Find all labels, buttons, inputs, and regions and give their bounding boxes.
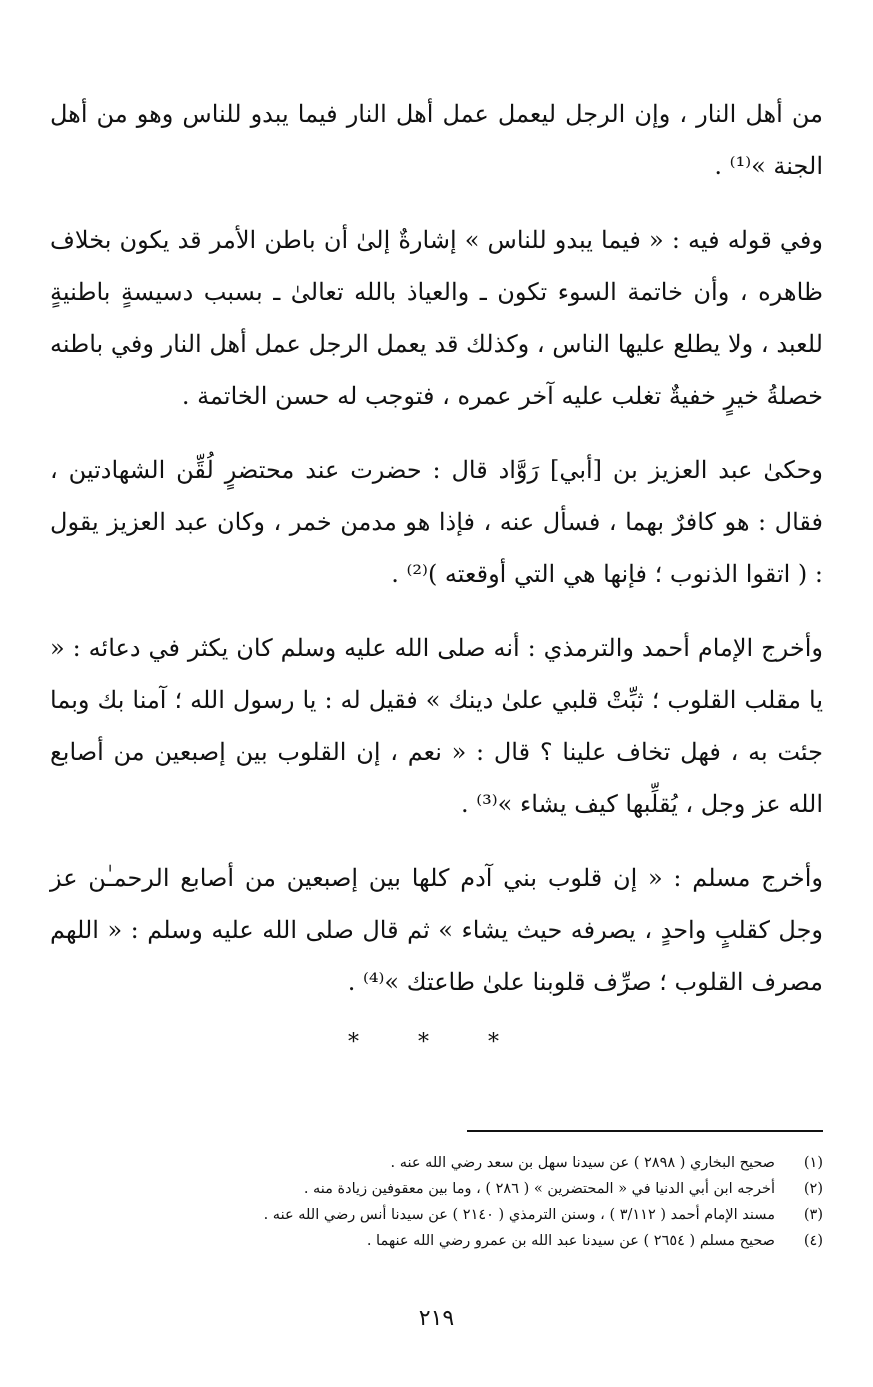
footnote-text: مسند الإمام أحمد ( ٣/١١٢ ) ، وسنن الترمذي ( ٢١٤٠ ) عن سيدنا أنس رضي الله عنه . bbox=[263, 1207, 775, 1223]
paragraph-3: وحكىٰ عبد العزيز بن [أبي] رَوَّاد قال : حضرت عند محتضرٍ لُقِّن الشهادتين ، فقال : هو كافرٌ بهما ، فسأل عنه ، فإذا هو مدمن خمر ، وكان عبد العزيز يقول : ( اتقوا الذنوب ؛ فإنها هي التي أوقعته )⁽²⁾ . bbox=[50, 456, 823, 588]
footnote-number: (٢) bbox=[803, 1181, 823, 1197]
footnote-3 bbox=[50, 1202, 823, 1228]
footnote-4 bbox=[50, 1228, 823, 1254]
paragraph-1: من أهل النار ، وإن الرجل ليعمل عمل أهل النار فيما يبدو للناس وهو من أهل الجنة »⁽¹⁾ . bbox=[50, 100, 823, 180]
paragraph-4: وأخرج الإمام أحمد والترمذي : أنه صلى الله عليه وسلم كان يكثر في دعائه : « يا مقلب القلوب ؛ ثبِّتْ قلبي علىٰ دينك » فقيل له : يا رسول الله ؛ آمنا بك وبما جئت به ، فهل تخاف علينا ؟ قال : « نعم ، إن القلوب بين إصبعين من أصابع الله عز وجل ، يُقلِّبها كيف يشاء »⁽³⁾ . bbox=[50, 634, 823, 818]
footnote-number: (٤) bbox=[803, 1233, 823, 1249]
page-number: ٢١٩ bbox=[418, 1306, 455, 1331]
footnote-text: صحيح مسلم ( ٢٦٥٤ ) عن سيدنا عبد الله بن عمرو رضي الله عنهما . bbox=[366, 1233, 775, 1249]
footnote-1 bbox=[50, 1150, 823, 1176]
section-ornament: * * * bbox=[348, 1030, 525, 1055]
footnote-number: (٣) bbox=[803, 1207, 823, 1223]
footnote-text: صحيح البخاري ( ٢٨٩٨ ) عن سيدنا سهل بن سعد رضي الله عنه . bbox=[390, 1155, 775, 1171]
footnote-divider bbox=[467, 1130, 823, 1132]
footnote-number: (١) bbox=[803, 1155, 823, 1171]
paragraph-2: وفي قوله فيه : « فيما يبدو للناس » إشارةٌ إلىٰ أن باطن الأمر قد يكون بخلاف ظاهره ، وأن خاتمة السوء تكون ـ والعياذ بالله تعالىٰ ـ بسبب دسيسةٍ باطنيةٍ للعبد ، ولا يطلع عليها الناس ، وكذلك قد يعمل الرجل عمل أهل النار وفي باطنه خصلةُ خيرٍ خفيةٌ تغلب عليه آخر عمره ، فتوجب له حسن الخاتمة . bbox=[50, 226, 823, 410]
footnote-2 bbox=[50, 1176, 823, 1202]
body-text bbox=[50, 88, 823, 1070]
footnotes bbox=[50, 1130, 823, 1254]
paragraph-5: وأخرج مسلم : « إن قلوب بني آدم كلها بين إصبعين من أصابع الرحمـٰن عز وجل كقلبٍ واحدٍ ، يصرفه حيث يشاء » ثم قال صلى الله عليه وسلم : « اللهم مصرف القلوب ؛ صرِّف قلوبنا علىٰ طاعتك »⁽⁴⁾ . bbox=[50, 864, 823, 996]
footnote-text: أخرجه ابن أبي الدنيا في « المحتضرين » ( ٢٨٦ ) ، وما بين معقوفين زيادة منه . bbox=[303, 1181, 775, 1197]
